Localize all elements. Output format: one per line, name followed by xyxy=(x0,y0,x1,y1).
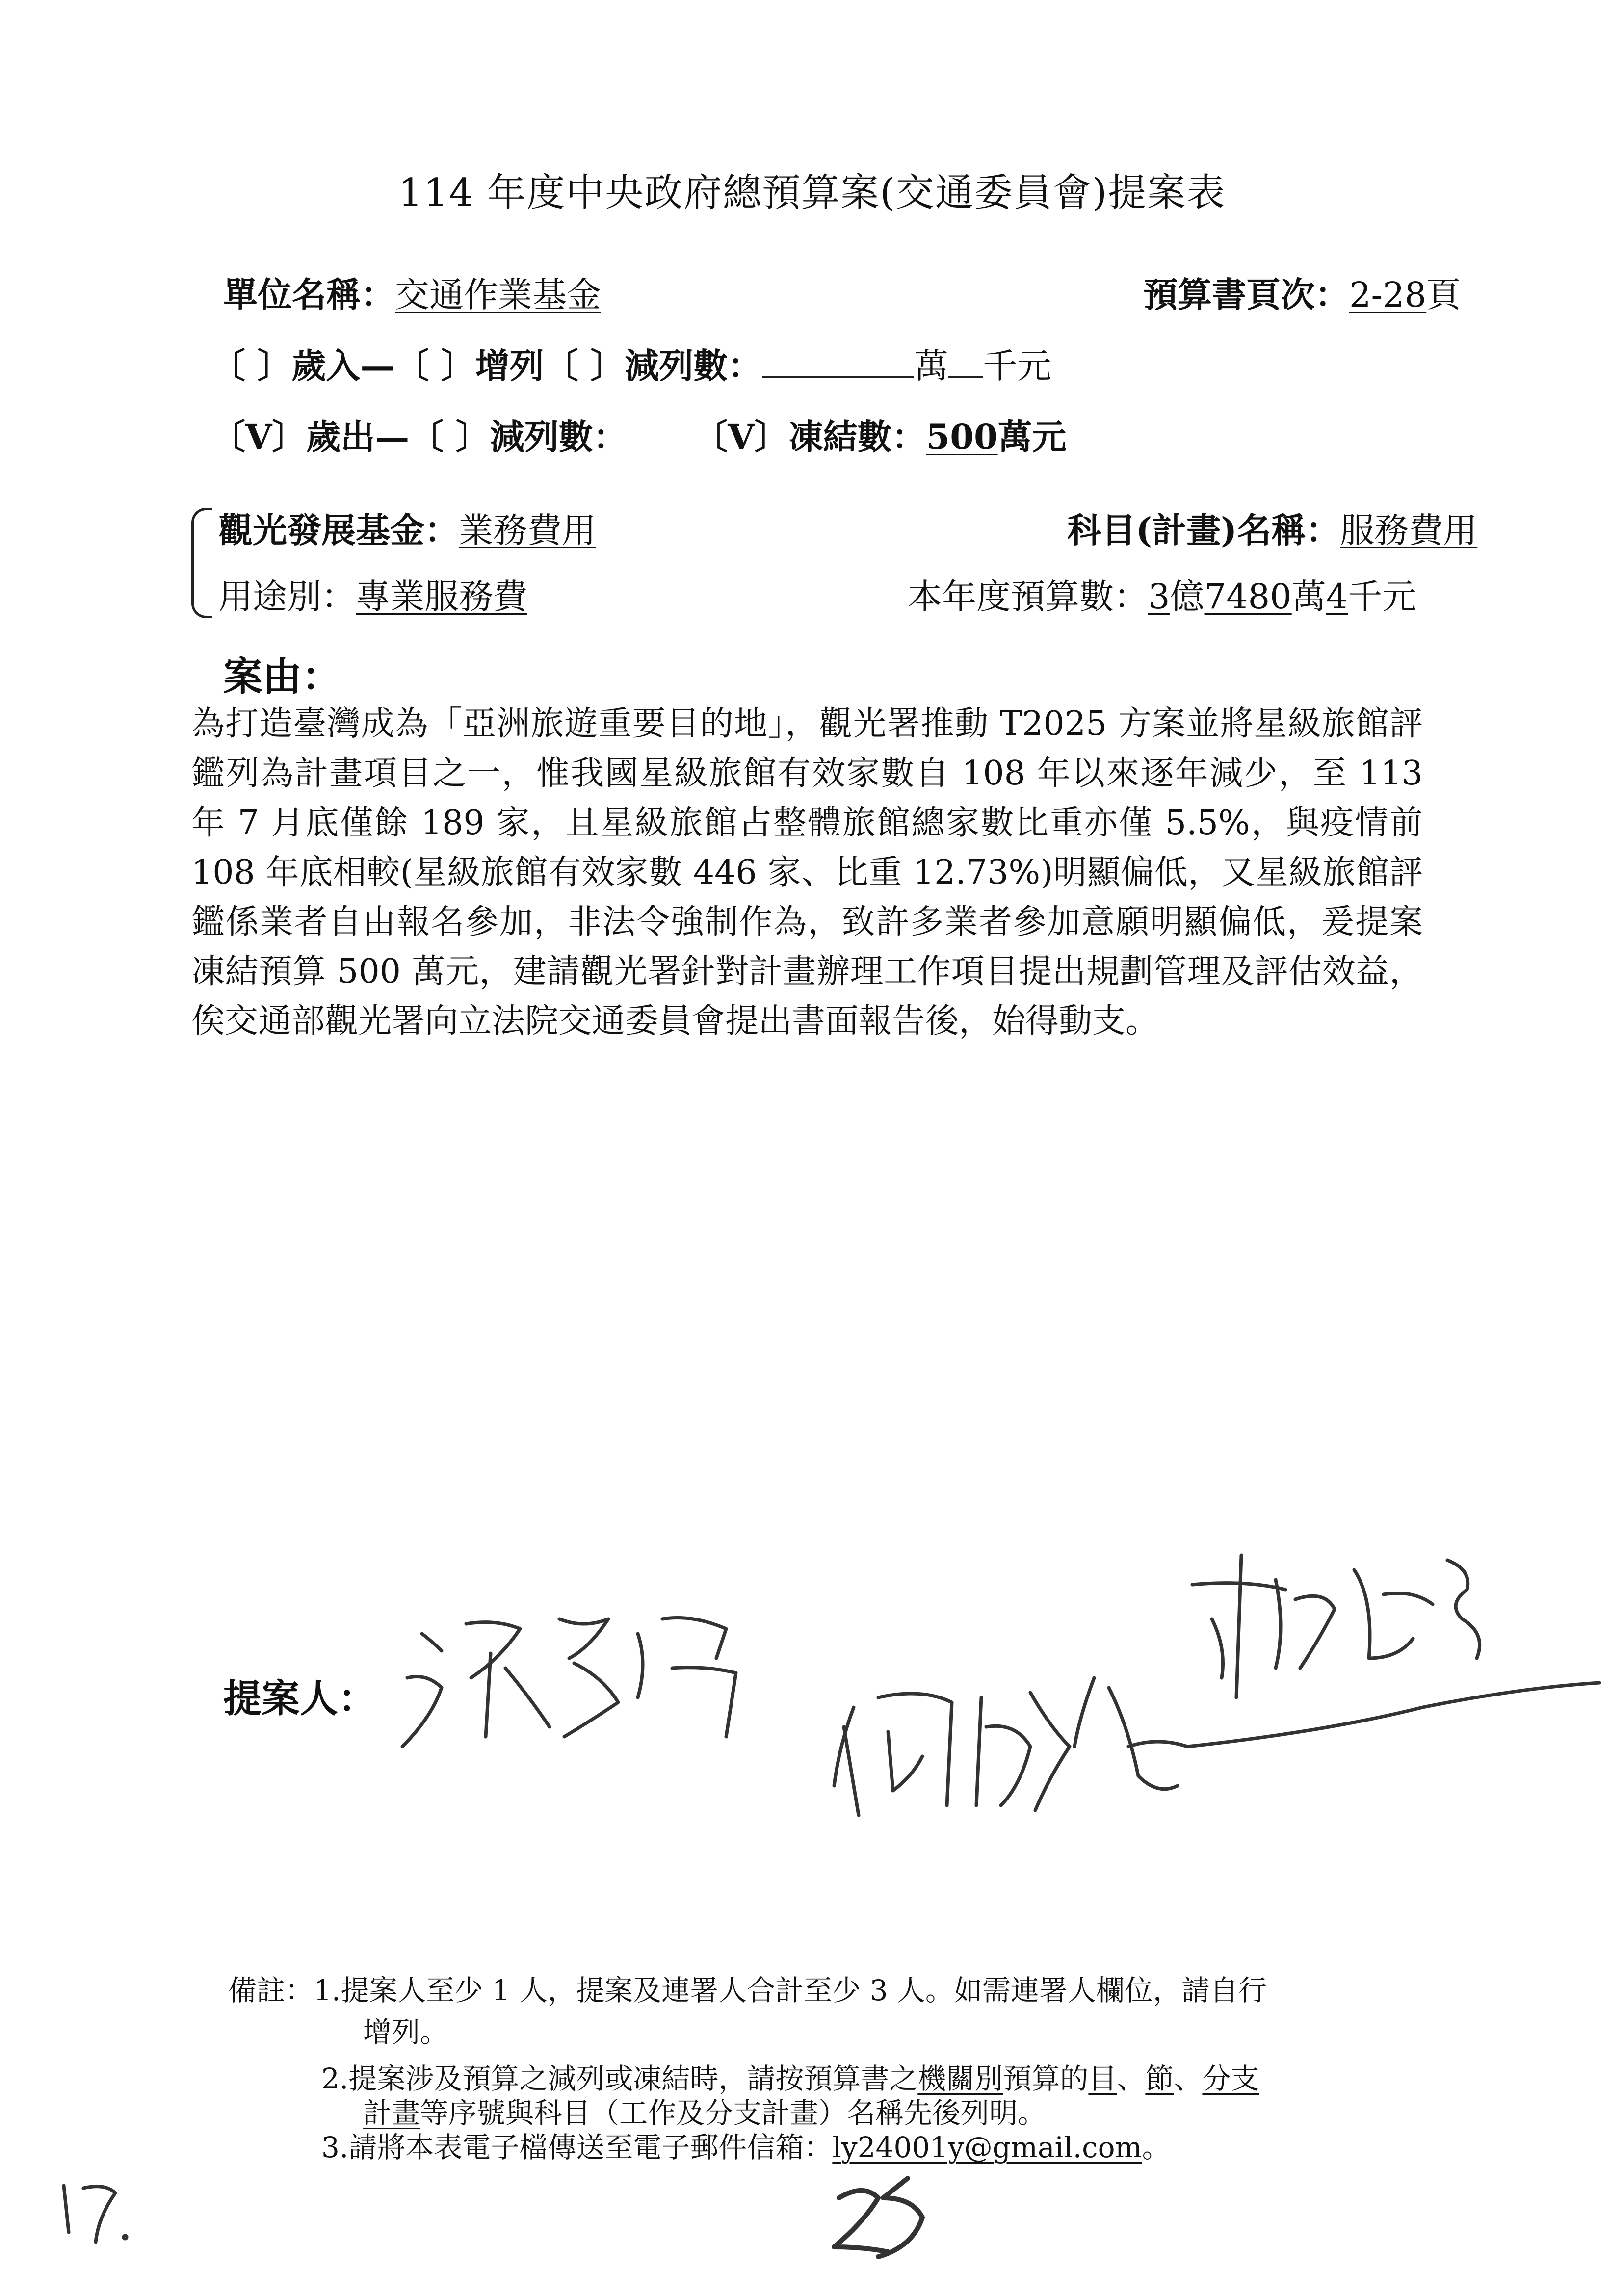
budget-label: 本年度預算數： xyxy=(908,576,1148,617)
note-2-sep2: 、 xyxy=(1174,2062,1203,2095)
unit-value: 交通作業基金 xyxy=(395,275,601,315)
unit-label: 單位名稱： xyxy=(223,274,395,315)
subject-label: 科目(計畫)名稱： xyxy=(1067,510,1340,550)
reason-label: 案由： xyxy=(223,653,341,700)
usage-value: 專業服務費 xyxy=(356,576,527,617)
proposer-label: 提案人： xyxy=(223,1676,377,1721)
expense-prefix: 〔V〕歲出—〔 〕減列數： xyxy=(211,417,628,457)
budget-wan-unit: 萬 xyxy=(1291,576,1326,617)
note-3-suffix: 。 xyxy=(1142,2131,1171,2164)
note-1-line-1: 1.提案人至少 1 人，提案及連署人合計至少 3 人。如需連署人欄位，請自行 xyxy=(314,1974,1267,2007)
budget-qian-unit: 千元 xyxy=(1348,576,1417,617)
handwritten-mark-17 xyxy=(64,2186,127,2242)
freeze-value: 500 xyxy=(926,417,998,457)
note-2-mid: 預算的 xyxy=(1003,2062,1089,2095)
fund-value: 業務費用 xyxy=(459,510,596,550)
budget-qian: 4 xyxy=(1326,576,1348,617)
revenue-unit-wan: 萬 xyxy=(914,346,949,386)
note-2-fenzhi: 分支 xyxy=(1202,2062,1259,2095)
note-2-jie: 節 xyxy=(1145,2062,1174,2095)
note-2-sep1: 、 xyxy=(1117,2062,1146,2095)
usage-label: 用途別： xyxy=(218,576,356,617)
budget-yi-unit: 億 xyxy=(1170,576,1205,617)
note-2-rest: 等序號與科目（工作及分支計畫）名稱先後列明。 xyxy=(420,2096,1047,2130)
note-2-mu: 目 xyxy=(1088,2062,1117,2095)
notes-3 xyxy=(321,2124,1171,2166)
note-3-email[interactable]: ly24001y@gmail.com xyxy=(832,2131,1142,2164)
reason-text: 為打造臺灣成為「亞洲旅遊重要目的地」，觀光署推動 T2025 方案並將星級旅館評鑑列為計畫項目之一，惟我國星級旅館有效家數自 108 年以來逐年減少，至 113 年 7 月底僅餘 189 家，且星級旅館占整體旅館總家數比重亦僅 5.5%，與疫情前 108 年底相較(星級旅館有效家數 446 家、比重 12.73%)明顯偏低，又星級旅館評鑑係業者自由報名參加，非法令強制作為，致許多業者參加意願明顯偏低，爰提案凍結預算 500 萬元，建請觀光署針對計畫辦理工作項目提出規劃管理及評估效益，俟交通部觀光署向立法院交通委員會提出書面報告後，始得動支。 xyxy=(191,704,1423,1041)
notes-1 xyxy=(228,1967,1267,2009)
revenue-unit-qian: 千元 xyxy=(983,346,1052,386)
handwritten-mark-25 xyxy=(834,2178,922,2257)
fund-label: 觀光發展基金： xyxy=(218,510,459,550)
page-ref-value: 2-28 xyxy=(1349,275,1427,315)
budget-wan: 7480 xyxy=(1204,576,1292,617)
note-1-line-2: 增列。 xyxy=(363,2015,449,2049)
note-2-prefix: 2.提案涉及預算之減列或凍結時，請按預算書之 xyxy=(321,2062,918,2095)
note-3-prefix: 3.請將本表電子檔傳送至電子郵件信箱： xyxy=(321,2131,833,2164)
revenue-prefix: 〔 〕歲入—〔 〕增列〔 〕減列數： xyxy=(211,345,762,386)
signature-3 xyxy=(1187,1555,1599,1747)
page-ref-suffix: 頁 xyxy=(1426,275,1461,315)
freeze-label: 〔V〕凍結數： xyxy=(693,417,926,457)
note-2-jiguan: 機關別 xyxy=(917,2062,1003,2095)
page-ref-label: 預算書頁次： xyxy=(1143,274,1349,315)
freeze-unit: 萬元 xyxy=(997,417,1067,457)
subject-value: 服務費用 xyxy=(1340,510,1478,550)
signature-2 xyxy=(834,1678,1187,1815)
budget-yi: 3 xyxy=(1148,576,1170,617)
signature-1 xyxy=(402,1618,736,1747)
page-title: 114 年度中央政府總預算案(交通委員會)提案表 xyxy=(398,171,1226,215)
note-2-jihua: 計畫 xyxy=(363,2096,420,2130)
notes-label: 備註： xyxy=(228,1974,314,2007)
